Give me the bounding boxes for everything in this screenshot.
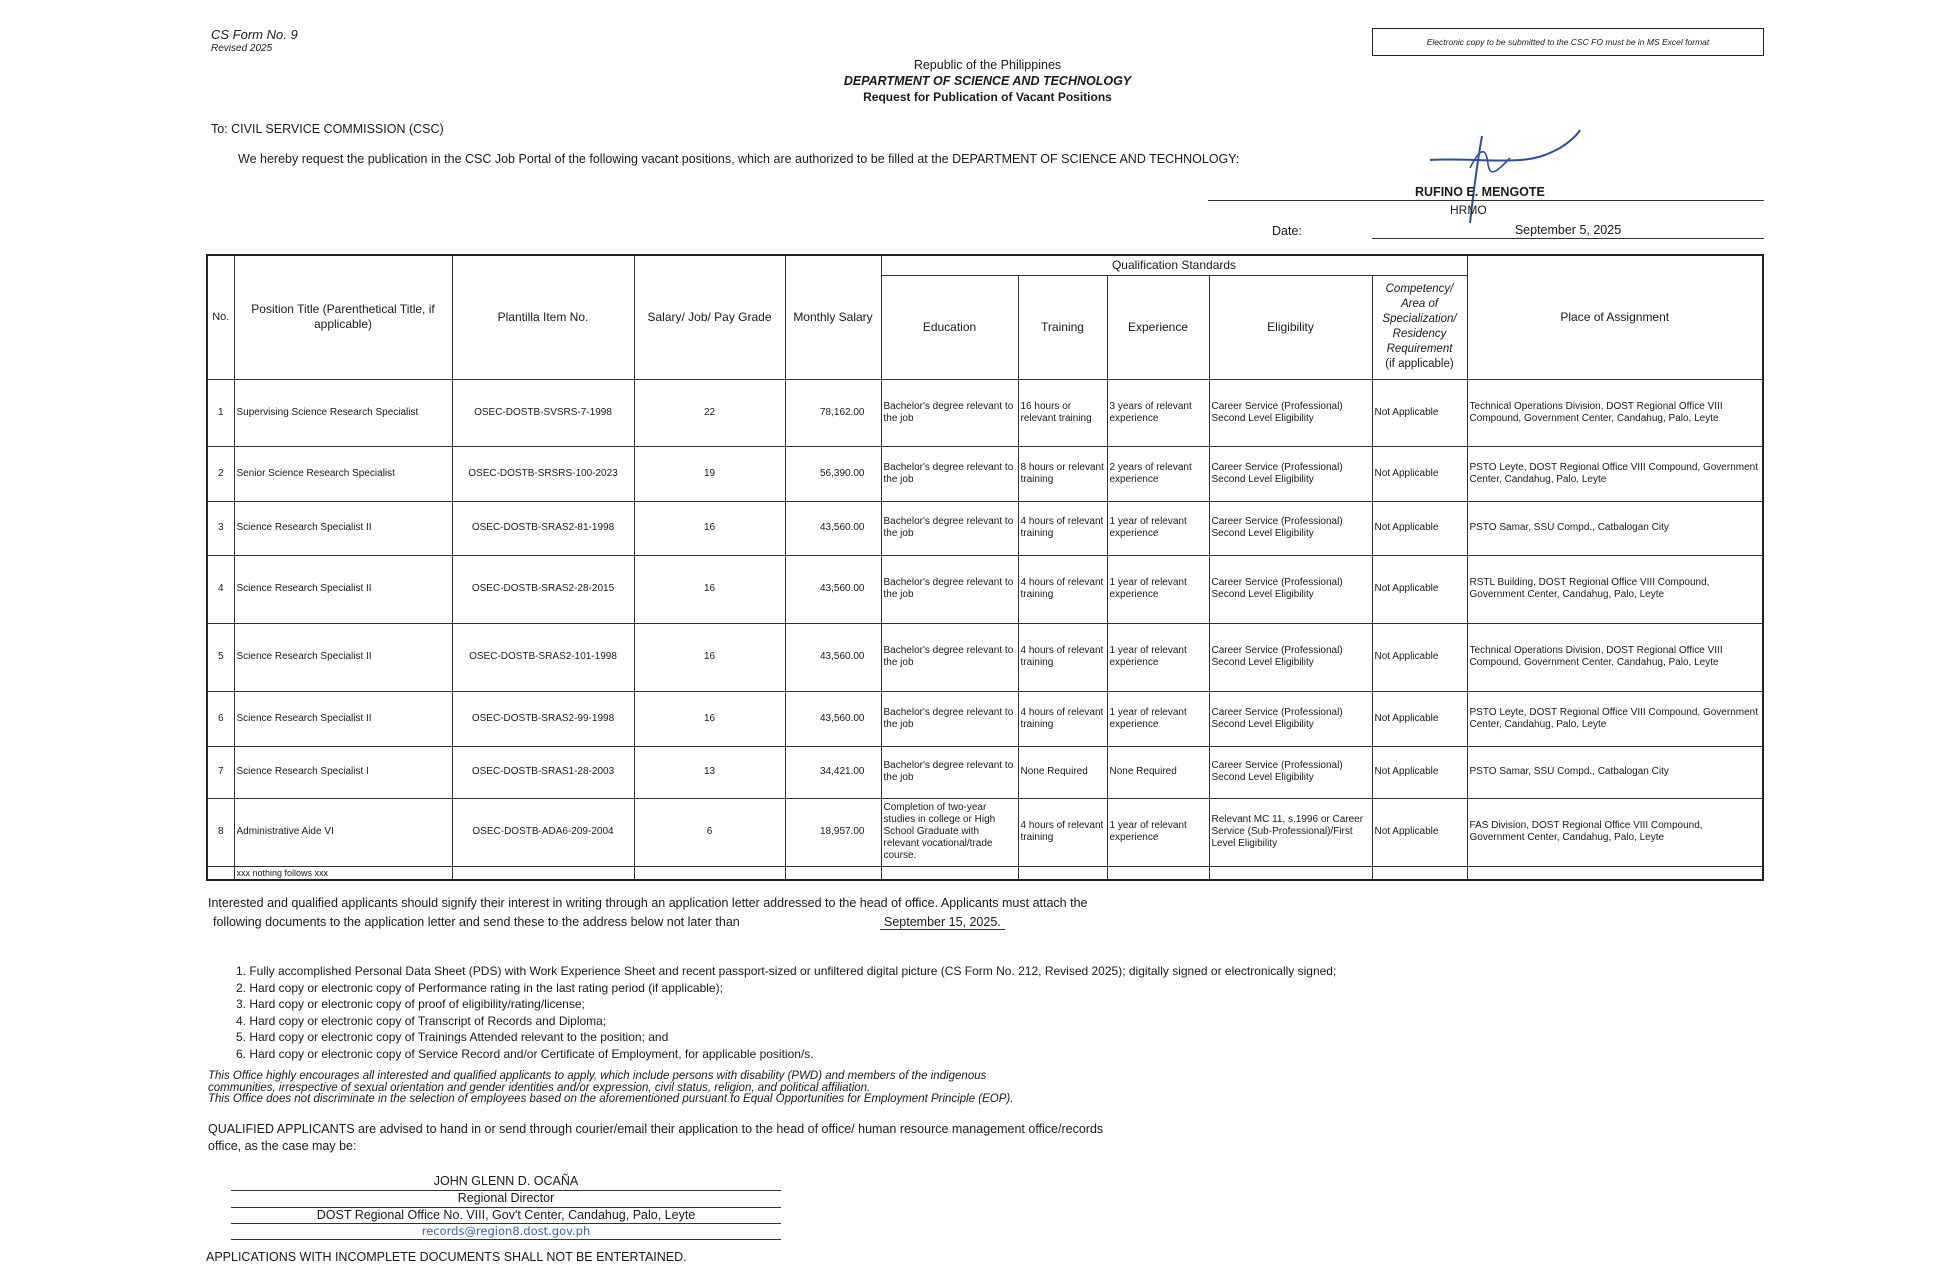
row-position: Science Research Specialist I: [234, 746, 452, 798]
row-grade: 13: [634, 746, 785, 798]
row-eligibility: Career Service (Professional) Second Level Eligibility: [1209, 379, 1372, 446]
row-experience: 3 years of relevant experience: [1107, 379, 1209, 446]
row-no: 7: [207, 746, 234, 798]
row-salary: 43,560.00: [785, 623, 881, 691]
row-plantilla: OSEC-DOSTB-SRAS1-28-2003: [452, 746, 634, 798]
row-eligibility: Career Service (Professional) Second Level Eligibility: [1209, 501, 1372, 555]
row-competency: Not Applicable: [1372, 501, 1467, 555]
col-place: Place of Assignment: [1467, 255, 1763, 379]
col-qualification-standards: Qualification Standards: [881, 255, 1467, 275]
nothing-follows-note: xxx nothing follows xxx: [234, 866, 452, 880]
row-grade: 6: [634, 798, 785, 866]
row-eligibility: Career Service (Professional) Second Level Eligibility: [1209, 555, 1372, 623]
row-place: PSTO Leyte, DOST Regional Office VIII Compound, Government Center, Candahug, Palo, Leyte: [1467, 446, 1763, 501]
contact-email-link[interactable]: records@region8.dost.gov.ph: [421, 1224, 591, 1238]
row-no: 8: [207, 798, 234, 866]
row-place: RSTL Building, DOST Regional Office VIII Compound, Government Center, Candahug, Palo, Leyte: [1467, 555, 1763, 623]
row-no: 4: [207, 555, 234, 623]
row-competency: Not Applicable: [1372, 446, 1467, 501]
eop-line-1: This Office highly encourages all interested and qualified applicants to apply, which include persons with disability (PWD) and members of the indigenous: [208, 1070, 987, 1082]
row-plantilla: OSEC-DOSTB-SVSRS-7-1998: [452, 379, 634, 446]
addressee: To: CIVIL SERVICE COMMISSION (CSC): [211, 122, 444, 136]
row-experience: 1 year of relevant experience: [1107, 798, 1209, 866]
eop-statement: [208, 1071, 1013, 1106]
request-text: We hereby request the publication in the CSC Job Portal of the following vacant positions, which are authorized to be filled at the DEPARTMENT OF SCIENCE AND TECHNOLOGY:: [238, 152, 1240, 166]
requirements-list: [236, 963, 1336, 1062]
row-education: Bachelor's degree relevant to the job: [881, 623, 1018, 691]
row-no: 3: [207, 501, 234, 555]
row-education: Bachelor's degree relevant to the job: [881, 446, 1018, 501]
qualified-applicants-line-2: office, as the case may be:: [208, 1139, 357, 1153]
row-salary: 78,162.00: [785, 379, 881, 446]
row-no: 5: [207, 623, 234, 691]
table-row: [207, 501, 1763, 555]
col-competency-note: (if applicable): [1385, 358, 1454, 370]
col-no: No.: [207, 255, 234, 379]
row-training: 8 hours or relevant training: [1018, 446, 1107, 501]
row-salary: 18,957.00: [785, 798, 881, 866]
row-training: 4 hours of relevant training: [1018, 798, 1107, 866]
col-monthly-salary: Monthly Salary: [785, 255, 881, 379]
row-grade: 16: [634, 501, 785, 555]
requirement-item: 2. Hard copy or electronic copy of Performance rating in the last rating period (if applicable);: [236, 980, 723, 995]
eop-line-3: This Office does not discriminate in the selection of employees based on the aforementioned pursuant to Equal Opportunities for Employment Principle (EOP).: [208, 1093, 1014, 1105]
row-plantilla: OSEC-DOSTB-SRAS2-101-1998: [452, 623, 634, 691]
table-row: [207, 623, 1763, 691]
col-education: Education: [881, 275, 1018, 379]
row-competency: Not Applicable: [1372, 555, 1467, 623]
date-line: [1372, 238, 1764, 239]
row-competency: Not Applicable: [1372, 379, 1467, 446]
row-place: PSTO Samar, SSU Compd., Catbalogan City: [1467, 746, 1763, 798]
application-deadline: September 15, 2025.: [880, 915, 1005, 930]
row-salary: 56,390.00: [785, 446, 881, 501]
vacant-positions-table: [206, 254, 1764, 881]
row-plantilla: OSEC-DOSTB-SRAS2-81-1998: [452, 501, 634, 555]
row-plantilla: OSEC-DOSTB-ADA6-209-2004: [452, 798, 634, 866]
table-row: [207, 798, 1763, 866]
row-place: Technical Operations Division, DOST Regional Office VIII Compound, Government Center, Candahug, Palo, Leyte: [1467, 623, 1763, 691]
row-competency: Not Applicable: [1372, 746, 1467, 798]
row-grade: 16: [634, 691, 785, 746]
table-row: [207, 555, 1763, 623]
row-eligibility: Career Service (Professional) Second Level Eligibility: [1209, 691, 1372, 746]
contact-title: Regional Director: [457, 1191, 555, 1205]
row-training: 16 hours or relevant training: [1018, 379, 1107, 446]
row-training: 4 hours of relevant training: [1018, 623, 1107, 691]
qualified-applicants-line-1: QUALIFIED APPLICANTS are advised to hand in or send through courier/email their application to the head of office/ human resource management office/records: [208, 1122, 1104, 1136]
row-education: Bachelor's degree relevant to the job: [881, 691, 1018, 746]
signature-line: [1208, 200, 1764, 201]
col-experience: Experience: [1107, 275, 1209, 379]
row-no: 6: [207, 691, 234, 746]
electronic-copy-note: Electronic copy to be submitted to the CSC FO must be in MS Excel format: [1372, 28, 1764, 56]
row-experience: 2 years of relevant experience: [1107, 446, 1209, 501]
incomplete-documents-notice: APPLICATIONS WITH INCOMPLETE DOCUMENTS SHALL NOT BE ENTERTAINED.: [206, 1250, 687, 1264]
col-competency-label: Competency/ Area of Specialization/ Residency Requirement: [1382, 283, 1457, 355]
row-grade: 22: [634, 379, 785, 446]
row-education: Bachelor's degree relevant to the job: [881, 555, 1018, 623]
table-footer-row: [207, 866, 1763, 880]
instructions-line-2: following documents to the application letter and send these to the address below not later than: [213, 915, 740, 929]
requirement-item: 3. Hard copy or electronic copy of proof of eligibility/rating/license;: [236, 997, 585, 1011]
row-training: 4 hours of relevant training: [1018, 555, 1107, 623]
row-eligibility: Relevant MC 11, s.1996 or Career Service (Sub-Professional)/First Level Eligibility: [1209, 798, 1372, 866]
row-experience: 1 year of relevant experience: [1107, 623, 1209, 691]
row-training: 4 hours of relevant training: [1018, 691, 1107, 746]
row-eligibility: Career Service (Professional) Second Level Eligibility: [1209, 446, 1372, 501]
row-grade: 19: [634, 446, 785, 501]
eop-line-2: communities, irrespective of sexual orientation and gender identities and/or expression, civil status, religion, and political affiliation.: [208, 1081, 871, 1094]
row-salary: 43,560.00: [785, 691, 881, 746]
instructions-line-1: Interested and qualified applicants should signify their interest in writing through an application letter addressed to the head of office. Applicants must attach the: [208, 896, 1088, 910]
row-plantilla: OSEC-DOSTB-SRAS2-99-1998: [452, 691, 634, 746]
request-date: September 5, 2025: [1514, 223, 1622, 237]
row-education: Completion of two-year studies in college or High School Graduate with relevant vocational/trade course.: [881, 798, 1018, 866]
row-training: None Required: [1018, 746, 1107, 798]
table-row: [207, 746, 1763, 798]
requirement-item: 1. Fully accomplished Personal Data Sheet (PDS) with Work Experience Sheet and recent passport-sized or unfiltered digital picture (CS Form No. 212, Revised 2025); digitally signed or electronically signed;: [236, 964, 1337, 978]
row-position: Supervising Science Research Specialist: [234, 379, 452, 446]
row-experience: 1 year of relevant experience: [1107, 555, 1209, 623]
row-experience: 1 year of relevant experience: [1107, 501, 1209, 555]
form-number: CS Form No. 9: [211, 27, 298, 42]
row-position: Science Research Specialist II: [234, 501, 452, 555]
form-revision: Revised 2025: [211, 43, 273, 54]
row-place: Technical Operations Division, DOST Regional Office VIII Compound, Government Center, Candahug, Palo, Leyte: [1467, 379, 1763, 446]
department-header: DEPARTMENT OF SCIENCE AND TECHNOLOGY: [843, 74, 1132, 88]
col-plantilla: Plantilla Item No.: [452, 255, 634, 379]
hrmo-title: HRMO: [1450, 203, 1487, 217]
date-label: Date:: [1272, 224, 1302, 238]
row-experience: 1 year of relevant experience: [1107, 691, 1209, 746]
row-plantilla: OSEC-DOSTB-SRAS2-28-2015: [452, 555, 634, 623]
signature-mark: [1420, 128, 1590, 238]
row-salary: 43,560.00: [785, 555, 881, 623]
requirement-item: 4. Hard copy or electronic copy of Transcript of Records and Diploma;: [236, 1013, 607, 1028]
col-position: Position Title (Parenthetical Title, if applicable): [234, 255, 452, 379]
row-education: Bachelor's degree relevant to the job: [881, 746, 1018, 798]
contact-divider: [231, 1239, 781, 1240]
table-row: [207, 379, 1763, 446]
hrmo-name: RUFINO E. MENGOTE: [1415, 185, 1545, 199]
row-no: 1: [207, 379, 234, 446]
row-education: Bachelor's degree relevant to the job: [881, 379, 1018, 446]
col-salary-grade: Salary/ Job/ Pay Grade: [634, 255, 785, 379]
table-row: [207, 691, 1763, 746]
row-competency: Not Applicable: [1372, 798, 1467, 866]
row-salary: 34,421.00: [785, 746, 881, 798]
row-place: FAS Division, DOST Regional Office VIII Compound, Government Center, Candahug, Palo, Leyte: [1467, 798, 1763, 866]
row-eligibility: Career Service (Professional) Second Level Eligibility: [1209, 746, 1372, 798]
row-grade: 16: [634, 555, 785, 623]
contact-name: JOHN GLENN D. OCAÑA: [433, 1174, 579, 1188]
requirement-item: 6. Hard copy or electronic copy of Service Record and/or Certificate of Employment, for applicable position/s.: [236, 1046, 814, 1061]
col-eligibility: Eligibility: [1209, 275, 1372, 379]
row-position: Science Research Specialist II: [234, 555, 452, 623]
row-place: PSTO Samar, SSU Compd., Catbalogan City: [1467, 501, 1763, 555]
contact-address: DOST Regional Office No. VIII, Gov't Center, Candahug, Palo, Leyte: [316, 1208, 696, 1222]
row-place: PSTO Leyte, DOST Regional Office VIII Compound, Government Center, Candahug, Palo, Leyte: [1467, 691, 1763, 746]
row-eligibility: Career Service (Professional) Second Level Eligibility: [1209, 623, 1372, 691]
row-competency: Not Applicable: [1372, 623, 1467, 691]
row-position: Administrative Aide VI: [234, 798, 452, 866]
document-title: Request for Publication of Vacant Positions: [863, 90, 1112, 104]
col-competency: [1372, 275, 1467, 379]
row-grade: 16: [634, 623, 785, 691]
row-position: Senior Science Research Specialist: [234, 446, 452, 501]
row-education: Bachelor's degree relevant to the job: [881, 501, 1018, 555]
row-experience: None Required: [1107, 746, 1209, 798]
row-no: 2: [207, 446, 234, 501]
row-plantilla: OSEC-DOSTB-SRSRS-100-2023: [452, 446, 634, 501]
requirement-item: 5. Hard copy or electronic copy of Trainings Attended relevant to the position; and: [236, 1030, 669, 1044]
table-row: [207, 446, 1763, 501]
row-training: 4 hours of relevant training: [1018, 501, 1107, 555]
col-training: Training: [1018, 275, 1107, 379]
republic-header: Republic of the Philippines: [913, 58, 1062, 72]
row-position: Science Research Specialist II: [234, 623, 452, 691]
row-competency: Not Applicable: [1372, 691, 1467, 746]
row-salary: 43,560.00: [785, 501, 881, 555]
row-position: Science Research Specialist II: [234, 691, 452, 746]
